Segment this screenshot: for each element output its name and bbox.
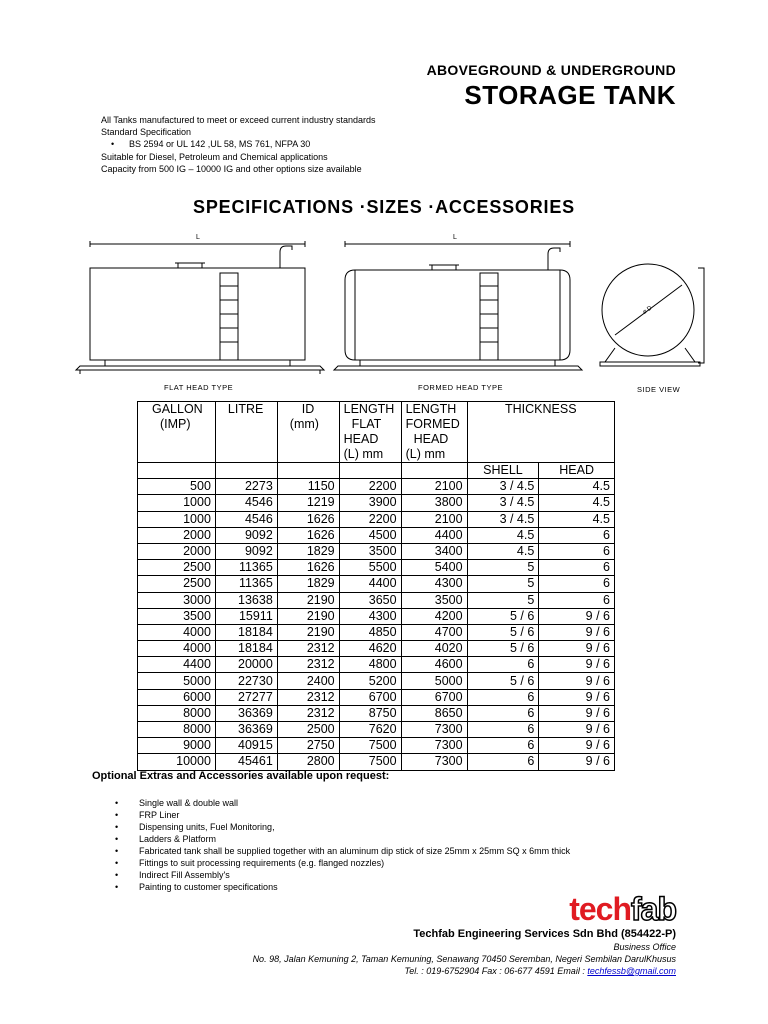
table-cell: 40915	[215, 738, 277, 754]
table-header-row	[138, 402, 615, 463]
intro-bullet	[101, 138, 375, 150]
table-cell: 4000	[138, 624, 216, 640]
table-cell: 36369	[215, 705, 277, 721]
table-row	[138, 754, 615, 770]
table-cell: 6	[539, 576, 615, 592]
table-cell: 4020	[401, 641, 467, 657]
table-row	[138, 673, 615, 689]
table-cell: 4.5	[467, 543, 539, 559]
table-cell: 2312	[277, 689, 339, 705]
bullet-icon: •	[111, 139, 115, 150]
table-subheader-row	[138, 463, 615, 479]
table-cell: 7300	[401, 754, 467, 770]
table-row	[138, 479, 615, 495]
table-row	[138, 560, 615, 576]
table-cell: 27277	[215, 689, 277, 705]
header-subtitle: ABOVEGROUND & UNDERGROUND	[426, 62, 676, 78]
company-address: No. 98, Jalan Kemuning 2, Taman Kemuning, Senawang 70450 Seremban, Negeri Sembilan DarulKhusus	[252, 954, 676, 964]
table-row	[138, 738, 615, 754]
section-heading: SPECIFICATIONS ·SIZES ·ACCESSORIES	[193, 197, 575, 217]
company-name: Techfab Engineering Services Sdn Bhd (854422-P)	[413, 928, 676, 940]
table-cell: 4400	[401, 527, 467, 543]
table-cell: 5500	[339, 560, 401, 576]
tank-drawings	[70, 228, 720, 398]
table-cell: 2750	[277, 738, 339, 754]
table-cell: 4400	[138, 657, 216, 673]
table-cell: 3500	[401, 592, 467, 608]
table-cell: 3 / 4.5	[467, 479, 539, 495]
formed-head-label: FORMED HEAD TYPE	[418, 383, 503, 392]
table-cell: 5 / 6	[467, 641, 539, 657]
table-cell: 4850	[339, 624, 401, 640]
table-cell: 5	[467, 592, 539, 608]
table-cell: 1626	[277, 511, 339, 527]
header-gallon: GALLON (IMP)	[138, 402, 216, 463]
table-cell: 1219	[277, 495, 339, 511]
table-cell: 22730	[215, 673, 277, 689]
table-cell: 5 / 6	[467, 673, 539, 689]
table-cell: 9000	[138, 738, 216, 754]
table-cell: 5	[467, 576, 539, 592]
table-cell: 5 / 6	[467, 624, 539, 640]
techfab-logo	[569, 893, 676, 925]
extras-item: • Fittings to suit processing requirements (e.g. flanged nozzles)	[115, 857, 570, 869]
header-length-flat: LENGTH FLAT HEAD (L) mm	[339, 402, 401, 463]
table-cell: 3900	[339, 495, 401, 511]
table-cell: 6	[539, 592, 615, 608]
header-shell: SHELL	[467, 463, 539, 479]
table-cell: 1829	[277, 543, 339, 559]
table-cell: 9 / 6	[539, 754, 615, 770]
table-cell: 6	[539, 543, 615, 559]
table-cell: 9092	[215, 543, 277, 559]
extras-list	[115, 797, 570, 893]
table-cell: 8000	[138, 722, 216, 738]
table-cell: 2312	[277, 641, 339, 657]
extras-item: • Ladders & Platform	[115, 833, 570, 845]
table-cell: 2190	[277, 592, 339, 608]
table-cell: 5 / 6	[467, 608, 539, 624]
table-cell: 4.5	[467, 527, 539, 543]
table-cell: 500	[138, 479, 216, 495]
table-cell: 8650	[401, 705, 467, 721]
extras-item: • FRP Liner	[115, 809, 570, 821]
table-cell: 13638	[215, 592, 277, 608]
specifications-table	[137, 401, 615, 771]
tank-drawings-svg	[70, 228, 720, 398]
table-cell: 3500	[138, 608, 216, 624]
table-cell: 4.5	[539, 511, 615, 527]
intro-line: Suitable for Diesel, Petroleum and Chemical applications	[101, 151, 328, 162]
table-cell: 15911	[215, 608, 277, 624]
intro-line: Capacity from 500 IG – 10000 IG and other options size available	[101, 163, 362, 174]
header-id: ID (mm)	[277, 402, 339, 463]
table-cell: 5000	[401, 673, 467, 689]
header-length-formed: LENGTH FORMED HEAD (L) mm	[401, 402, 467, 463]
flat-head-label: FLAT HEAD TYPE	[164, 383, 234, 392]
intro-line: Standard Specification	[101, 127, 192, 138]
table-cell: 2000	[138, 527, 216, 543]
contact-line	[405, 966, 676, 976]
table-cell: 2200	[339, 511, 401, 527]
table-cell: 45461	[215, 754, 277, 770]
table-cell: 9092	[215, 527, 277, 543]
table-cell: 2000	[138, 543, 216, 559]
table-row	[138, 624, 615, 640]
table-cell: 7620	[339, 722, 401, 738]
table-cell: 9 / 6	[539, 722, 615, 738]
intro-block	[101, 114, 375, 175]
table-cell: 20000	[215, 657, 277, 673]
table-cell: 1150	[277, 479, 339, 495]
table-cell: 3400	[401, 543, 467, 559]
table-cell: 9 / 6	[539, 673, 615, 689]
table-cell: 2100	[401, 511, 467, 527]
table-cell: 4600	[401, 657, 467, 673]
table-cell: 6	[467, 754, 539, 770]
optional-extras-heading: Optional Extras and Accessories available upon request:	[92, 770, 390, 782]
diameter-mark: ø D	[641, 305, 654, 316]
email-link[interactable]: techfessb@gmail.com	[587, 966, 676, 976]
table-cell: 6	[467, 657, 539, 673]
length-mark: L	[453, 234, 457, 241]
logo-tech: tech	[569, 891, 631, 927]
extras-item: • Painting to customer specifications	[115, 881, 570, 893]
table-cell: 5000	[138, 673, 216, 689]
table-cell: 6700	[339, 689, 401, 705]
table-cell: 5	[467, 560, 539, 576]
table-row	[138, 511, 615, 527]
table-cell: 18184	[215, 624, 277, 640]
table-cell: 6	[539, 560, 615, 576]
extras-item: • Dispensing units, Fuel Monitoring,	[115, 821, 570, 833]
table-cell: 9 / 6	[539, 624, 615, 640]
table-cell: 9 / 6	[539, 641, 615, 657]
side-view-label: SIDE VIEW	[637, 385, 681, 394]
header-litre: LITRE	[215, 402, 277, 463]
table-cell: 5400	[401, 560, 467, 576]
table-cell: 9 / 6	[539, 657, 615, 673]
table-cell: 6	[539, 527, 615, 543]
table-row	[138, 592, 615, 608]
table-cell: 7300	[401, 738, 467, 754]
extras-item: • Single wall & double wall	[115, 797, 570, 809]
table-cell: 6	[467, 689, 539, 705]
table-cell: 4500	[339, 527, 401, 543]
intro-line: All Tanks manufactured to meet or exceed current industry standards	[101, 115, 376, 125]
contact-text: Tel. : 019-6752904 Fax : 06-677 4591 Email :	[404, 966, 588, 976]
table-cell: 4.5	[539, 495, 615, 511]
table-cell: 8750	[339, 705, 401, 721]
table-cell: 9 / 6	[539, 705, 615, 721]
table-cell: 2273	[215, 479, 277, 495]
table-cell: 2312	[277, 657, 339, 673]
table-row	[138, 576, 615, 592]
table-cell: 6	[467, 722, 539, 738]
table-cell: 4546	[215, 495, 277, 511]
table-cell: 9 / 6	[539, 608, 615, 624]
length-mark: L	[196, 234, 200, 241]
table-cell: 4620	[339, 641, 401, 657]
table-cell: 4300	[401, 576, 467, 592]
page-title: STORAGE TANK	[464, 80, 676, 110]
table-row	[138, 689, 615, 705]
table-cell: 2500	[138, 560, 216, 576]
table-cell: 4700	[401, 624, 467, 640]
table-cell: 1000	[138, 511, 216, 527]
table-cell: 6	[467, 705, 539, 721]
table-cell: 9 / 6	[539, 689, 615, 705]
table-cell: 3800	[401, 495, 467, 511]
table-cell: 3 / 4.5	[467, 511, 539, 527]
table-row	[138, 543, 615, 559]
table-cell: 6	[467, 738, 539, 754]
table-cell: 2500	[138, 576, 216, 592]
table-cell: 11365	[215, 576, 277, 592]
table-cell: 4300	[339, 608, 401, 624]
header-thickness: THICKNESS	[467, 402, 614, 463]
table-row	[138, 722, 615, 738]
extras-item: • Fabricated tank shall be supplied together with an aluminum dip stick of size 25mm x 25mm SQ x 6mm thick	[115, 845, 570, 857]
table-row	[138, 657, 615, 673]
header-head: HEAD	[539, 463, 615, 479]
table-row	[138, 705, 615, 721]
table-cell: 3 / 4.5	[467, 495, 539, 511]
table-cell: 11365	[215, 560, 277, 576]
table-cell: 1626	[277, 560, 339, 576]
table-cell: 2312	[277, 705, 339, 721]
table-cell: 7500	[339, 754, 401, 770]
table-cell: 3500	[339, 543, 401, 559]
table-cell: 8000	[138, 705, 216, 721]
table-row	[138, 608, 615, 624]
table-cell: 7500	[339, 738, 401, 754]
table-cell: 2190	[277, 608, 339, 624]
table-cell: 2400	[277, 673, 339, 689]
logo-fab: fab	[631, 891, 676, 927]
table-cell: 4400	[339, 576, 401, 592]
table-cell: 2100	[401, 479, 467, 495]
table-row	[138, 527, 615, 543]
table-cell: 10000	[138, 754, 216, 770]
table-cell: 2200	[339, 479, 401, 495]
table-cell: 3650	[339, 592, 401, 608]
table-cell: 1000	[138, 495, 216, 511]
table-cell: 1626	[277, 527, 339, 543]
extras-item: • Indirect Fill Assembly's	[115, 869, 570, 881]
table-cell: 2800	[277, 754, 339, 770]
standards-text: BS 2594 or UL 142 ,UL 58, MS 761, NFPA 30	[129, 139, 311, 150]
table-cell: 9 / 6	[539, 738, 615, 754]
table-cell: 4200	[401, 608, 467, 624]
table-cell: 3000	[138, 592, 216, 608]
table-cell: 7300	[401, 722, 467, 738]
business-office-label: Business Office	[613, 942, 676, 952]
table-row	[138, 495, 615, 511]
table-cell: 1829	[277, 576, 339, 592]
table-cell: 18184	[215, 641, 277, 657]
table-cell: 5200	[339, 673, 401, 689]
table-cell: 4000	[138, 641, 216, 657]
table-cell: 2500	[277, 722, 339, 738]
table-cell: 4800	[339, 657, 401, 673]
table-cell: 6000	[138, 689, 216, 705]
table-cell: 2190	[277, 624, 339, 640]
table-cell: 4546	[215, 511, 277, 527]
table-cell: 4.5	[539, 479, 615, 495]
table-row	[138, 641, 615, 657]
table-cell: 36369	[215, 722, 277, 738]
table-cell: 6700	[401, 689, 467, 705]
